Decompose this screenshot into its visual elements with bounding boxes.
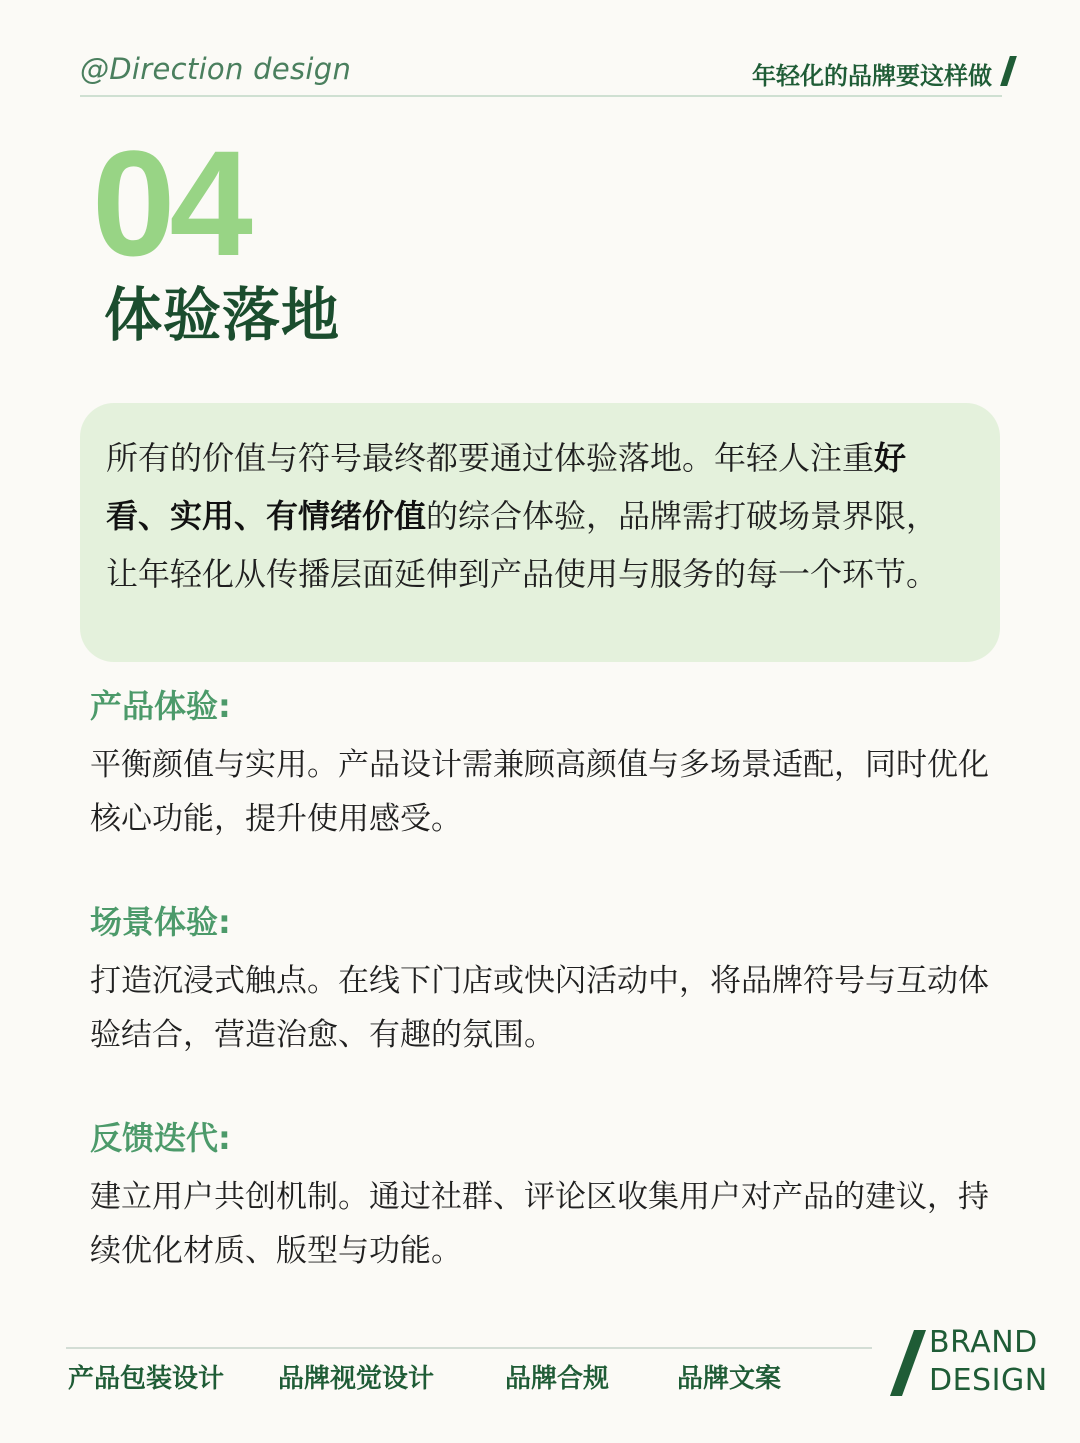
footer-divider (66, 1347, 872, 1349)
footer-link-compliance[interactable]: 品牌合规 (505, 1364, 610, 1394)
intro-text-part2: 的综合体验，品牌需打破场景界限，让年轻化从传播层面延伸到产品使用与服务的每一个环节。 (106, 497, 939, 593)
brand-logo-line2: DESIGN (929, 1363, 1048, 1398)
block-title: 反馈迭代: (90, 1119, 231, 1157)
block-feedback-iteration (90, 1116, 990, 1278)
section-number: 04 (92, 119, 247, 287)
brand-logo (929, 1324, 1048, 1400)
header-title: 年轻化的品牌要这样做 (752, 62, 992, 90)
section-heading: 体验落地 (104, 281, 341, 349)
block-body: 打造沉浸式触点。在线下门店或快闪活动中，将品牌符号与互动体验结合，营造治愈、有趣的氛围。 (90, 963, 989, 1053)
intro-card (80, 403, 1000, 662)
header-slash-icon (1000, 56, 1017, 86)
footer-slash-icon (890, 1330, 926, 1396)
block-product-experience (90, 684, 990, 846)
block-body: 平衡颜值与实用。产品设计需兼顾高颜值与多场景适配，同时优化核心功能，提升使用感受。 (90, 747, 989, 837)
block-title: 场景体验: (90, 903, 231, 941)
block-scene-experience (90, 900, 990, 1062)
block-title: 产品体验: (90, 687, 231, 725)
intro-text (106, 429, 970, 603)
brand-logo-line1: BRAND (929, 1325, 1038, 1360)
block-body: 建立用户共创机制。通过社群、评论区收集用户对产品的建议，持续优化材质、版型与功能。 (90, 1179, 989, 1269)
footer-link-packaging[interactable]: 产品包装设计 (68, 1364, 225, 1394)
footer-link-copywriting[interactable]: 品牌文案 (677, 1364, 782, 1394)
header-divider (80, 95, 1002, 97)
header-brand: @Direction design (80, 52, 352, 86)
intro-text-bold: 好看、实用、有情绪价值 (106, 439, 907, 535)
footer-link-visual[interactable]: 品牌视觉设计 (278, 1364, 435, 1394)
intro-text-part1: 所有的价值与符号最终都要通过体验落地。年轻人注重 (106, 439, 875, 477)
